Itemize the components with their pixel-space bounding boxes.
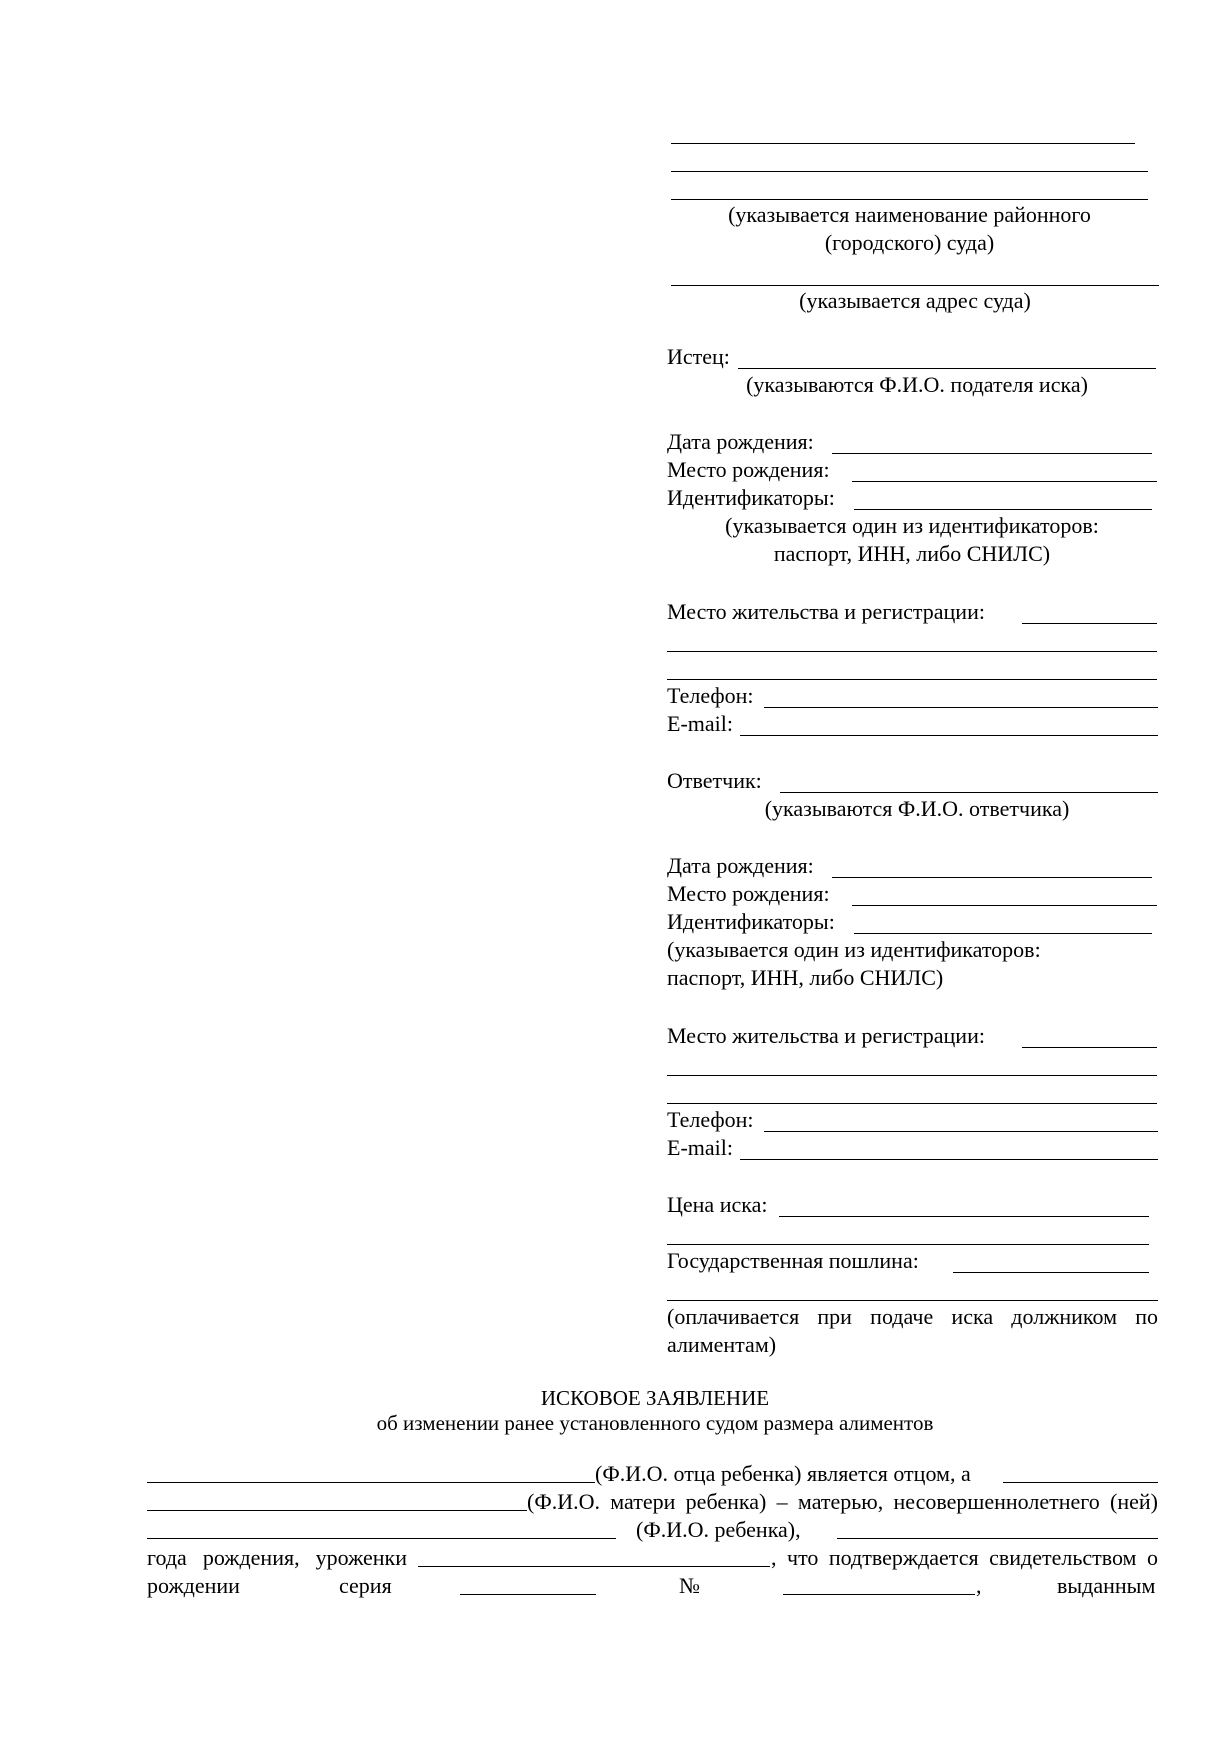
plaintiff-birth-place-label: Место рождения:: [667, 457, 830, 482]
plaintiff-birth-date-label: Дата рождения:: [667, 429, 814, 454]
defendant-birth-date-label: Дата рождения:: [667, 853, 814, 878]
father-name-line[interactable]: [147, 1482, 595, 1483]
defendant-residence-line-3[interactable]: [667, 1103, 1157, 1104]
plaintiff-ids-hint-2: паспорт, ИНН, либо СНИЛС): [773, 541, 1051, 566]
child-text: (Ф.И.О. ребенка),: [636, 1517, 801, 1542]
defendant-residence-line-1[interactable]: [1022, 1047, 1157, 1048]
court-name-hint-1: (указывается наименование районного: [728, 202, 1091, 227]
defendant-ids-line[interactable]: [854, 933, 1152, 934]
number-sign: №: [679, 1573, 700, 1598]
state-duty-line-1[interactable]: [953, 1272, 1149, 1273]
plaintiff-birth-date-line[interactable]: [832, 453, 1152, 454]
series-word: серия: [339, 1573, 392, 1598]
defendant-ids-hint-1: (указывается один из идентификаторов:: [667, 937, 1041, 962]
document-title: ИСКОВОЕ ЗАЯВЛЕНИЕ: [540, 1386, 770, 1410]
defendant-residence-line-2[interactable]: [667, 1075, 1157, 1076]
plaintiff-phone-line[interactable]: [764, 707, 1158, 708]
defendant-birth-place-label: Место рождения:: [667, 881, 830, 906]
defendant-ids-hint-2: паспорт, ИНН, либо СНИЛС): [667, 965, 944, 990]
plaintiff-name-line[interactable]: [738, 368, 1156, 369]
mother-text: (Ф.И.О. матери ребенка) – матерью, несовершеннолетнего (ней): [527, 1489, 1158, 1514]
birth-year-text: года рождения, уроженки: [147, 1545, 407, 1570]
defendant-birth-date-line[interactable]: [832, 877, 1152, 878]
defendant-ids-label: Идентификаторы:: [667, 909, 835, 934]
claim-price-label: Цена иска:: [667, 1192, 768, 1217]
series-line[interactable]: [460, 1594, 596, 1595]
mother-name-line-start[interactable]: [1003, 1482, 1158, 1483]
state-duty-label: Государственная пошлина:: [667, 1248, 919, 1273]
defendant-name-line[interactable]: [780, 792, 1158, 793]
plaintiff-ids-line[interactable]: [854, 509, 1152, 510]
mother-name-line[interactable]: [147, 1510, 527, 1511]
court-name-line-1[interactable]: [671, 143, 1135, 144]
plaintiff-residence-label: Место жительства и регистрации:: [667, 599, 985, 624]
plaintiff-residence-line-2[interactable]: [667, 651, 1157, 652]
defendant-birth-place-line[interactable]: [852, 905, 1157, 906]
comma: ,: [976, 1573, 982, 1598]
issued-word: выданным: [1057, 1573, 1156, 1598]
child-name-line[interactable]: [147, 1538, 616, 1539]
defendant-email-label: E-mail:: [667, 1135, 733, 1160]
claim-price-line-1[interactable]: [779, 1216, 1149, 1217]
court-address-line[interactable]: [671, 285, 1159, 286]
plaintiff-label: Истец:: [667, 344, 730, 369]
plaintiff-email-label: E-mail:: [667, 711, 733, 736]
claim-price-line-2[interactable]: [667, 1244, 1149, 1245]
court-name-line-3[interactable]: [671, 199, 1148, 200]
state-duty-line-2[interactable]: [667, 1300, 1158, 1301]
birth-word: рождении: [147, 1573, 240, 1598]
plaintiff-ids-hint-1: (указывается один из идентификаторов:: [725, 513, 1099, 538]
document-subtitle: об изменении ранее установленного судом размера алиментов: [376, 1411, 934, 1435]
plaintiff-email-line[interactable]: [740, 735, 1158, 736]
defendant-label: Ответчик:: [667, 768, 762, 793]
plaintiff-name-hint: (указываются Ф.И.О. подателя иска): [746, 372, 1088, 397]
defendant-phone-label: Телефон:: [667, 1107, 754, 1132]
state-duty-hint-1: (оплачивается при подаче иска должником по: [667, 1304, 1158, 1329]
certificate-text: , что подтверждается свидетельством о: [771, 1545, 1158, 1570]
plaintiff-phone-label: Телефон:: [667, 683, 754, 708]
defendant-residence-label: Место жительства и регистрации:: [667, 1023, 985, 1048]
father-text: (Ф.И.О. отца ребенка) является отцом, а: [595, 1461, 971, 1486]
certificate-number-line[interactable]: [783, 1594, 975, 1595]
defendant-name-hint: (указываются Ф.И.О. ответчика): [764, 796, 1070, 821]
court-name-line-2[interactable]: [671, 171, 1148, 172]
child-birth-year-line[interactable]: [837, 1538, 1158, 1539]
court-name-hint-2: (городского) суда): [824, 230, 995, 255]
plaintiff-birth-place-line[interactable]: [852, 481, 1157, 482]
plaintiff-ids-label: Идентификаторы:: [667, 485, 835, 510]
plaintiff-residence-line-1[interactable]: [1022, 623, 1157, 624]
state-duty-hint-2: алиментам): [667, 1332, 777, 1357]
plaintiff-residence-line-3[interactable]: [667, 679, 1157, 680]
defendant-phone-line[interactable]: [764, 1131, 1158, 1132]
defendant-email-line[interactable]: [740, 1159, 1158, 1160]
birthplace-line[interactable]: [418, 1566, 770, 1567]
court-address-hint: (указывается адрес суда): [799, 288, 1031, 313]
